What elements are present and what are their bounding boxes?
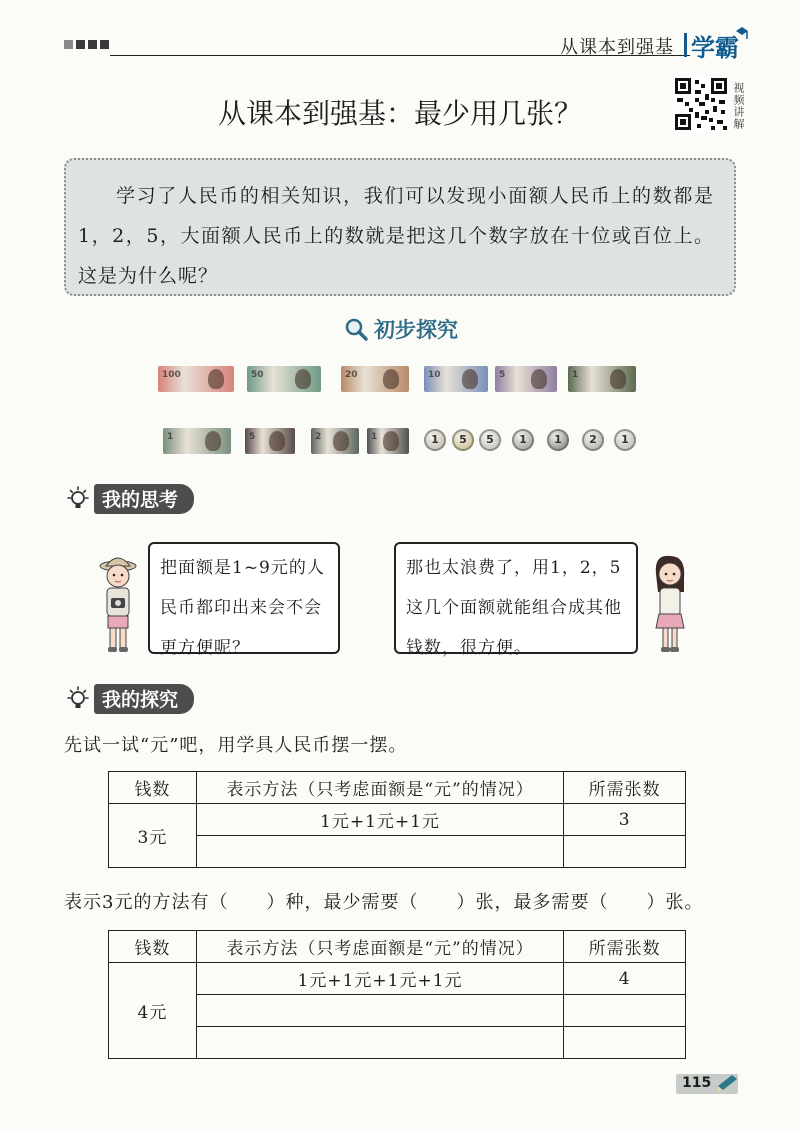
header-count: 所需张数 <box>564 772 686 804</box>
speech-bubble-boy: 把面额是1~9元的人民币都印出来会不会更方便呢？ <box>148 542 340 654</box>
graduation-cap-icon <box>735 25 749 41</box>
speech-bubble-girl: 那也太浪费了，用1，2，5这几个面额就能组合成其他钱数，很方便。 <box>394 542 638 654</box>
amount-cell: 4元 <box>109 963 197 1059</box>
count-cell[interactable]: 3 <box>564 804 686 836</box>
table-3-yuan <box>108 771 686 868</box>
page-number: 115 <box>682 1075 712 1091</box>
count-cell[interactable] <box>564 995 686 1027</box>
instruction-text: 先试一试“元”吧，用学具人民币摆一摆。 <box>64 735 408 756</box>
banknote-10-yuan: 10 <box>424 366 488 392</box>
header-method: 表示方法（只考虑面额是“元”的情况） <box>196 772 563 804</box>
table-4-yuan <box>108 930 686 1059</box>
banknote-50-yuan: 50 <box>247 366 321 392</box>
header-divider <box>684 33 687 57</box>
coin-5: 5 <box>479 429 501 451</box>
amount-cell: 3元 <box>109 804 197 868</box>
coin-5: 5 <box>452 429 474 451</box>
inquiry-tag <box>64 684 194 714</box>
banknote-1-yuan: 1 <box>367 428 409 454</box>
boy-character <box>96 552 140 654</box>
coin-1: 1 <box>614 429 636 451</box>
pencil-icon <box>712 1074 738 1094</box>
qr-label: 视频讲解 <box>732 82 745 130</box>
banknote-1-yuan: 1 <box>163 428 231 454</box>
lightbulb-icon <box>64 485 92 513</box>
explore-heading <box>344 314 458 344</box>
girl-character <box>646 552 692 654</box>
count-cell[interactable]: 4 <box>564 963 686 995</box>
magnifier-icon <box>344 317 368 341</box>
banknote-5-yuan: 5 <box>245 428 295 454</box>
brand-logo: 学霸 <box>691 34 739 62</box>
method-cell[interactable]: 1元+1元+1元+1元 <box>196 963 563 995</box>
fill-in-sentence[interactable]: 表示3元的方法有（ ）种，最少需要（ ）张，最多需要（ ）张。 <box>64 892 704 913</box>
method-cell[interactable]: 1元+1元+1元 <box>196 804 563 836</box>
header-count: 所需张数 <box>564 931 686 963</box>
count-cell[interactable] <box>564 1027 686 1059</box>
header-amount: 钱数 <box>109 772 197 804</box>
banknote-1-yuan: 1 <box>568 366 636 392</box>
coin-1: 1 <box>512 429 534 451</box>
banknote-5-yuan: 5 <box>495 366 557 392</box>
inquiry-label: 我的探究 <box>94 684 194 714</box>
header-amount: 钱数 <box>109 931 197 963</box>
header-decor <box>64 40 109 49</box>
series-name: 从课本到强基 <box>560 37 674 58</box>
page-title: 从课本到强基：最少用几张？ <box>217 97 582 130</box>
method-cell[interactable] <box>196 995 563 1027</box>
header-method: 表示方法（只考虑面额是“元”的情况） <box>196 931 563 963</box>
lightbulb-icon <box>64 685 92 713</box>
method-cell[interactable] <box>196 836 563 868</box>
banknote-2-yuan: 2 <box>311 428 359 454</box>
intro-box: 学习了人民币的相关知识，我们可以发现小面额人民币上的数都是1，2，5，大面额人民币上的数就是把这几个数字放在十位或百位上。这是为什么呢？ <box>64 158 736 296</box>
coin-1: 1 <box>424 429 446 451</box>
qr-code[interactable] <box>673 76 729 132</box>
count-cell[interactable] <box>564 836 686 868</box>
coin-2: 2 <box>582 429 604 451</box>
banknote-100-yuan: 100 <box>158 366 234 392</box>
thinking-tag <box>64 484 194 514</box>
explore-heading-text: 初步探究 <box>374 318 458 342</box>
coin-1: 1 <box>547 429 569 451</box>
banknote-20-yuan: 20 <box>341 366 409 392</box>
thinking-label: 我的思考 <box>94 484 194 514</box>
method-cell[interactable] <box>196 1027 563 1059</box>
